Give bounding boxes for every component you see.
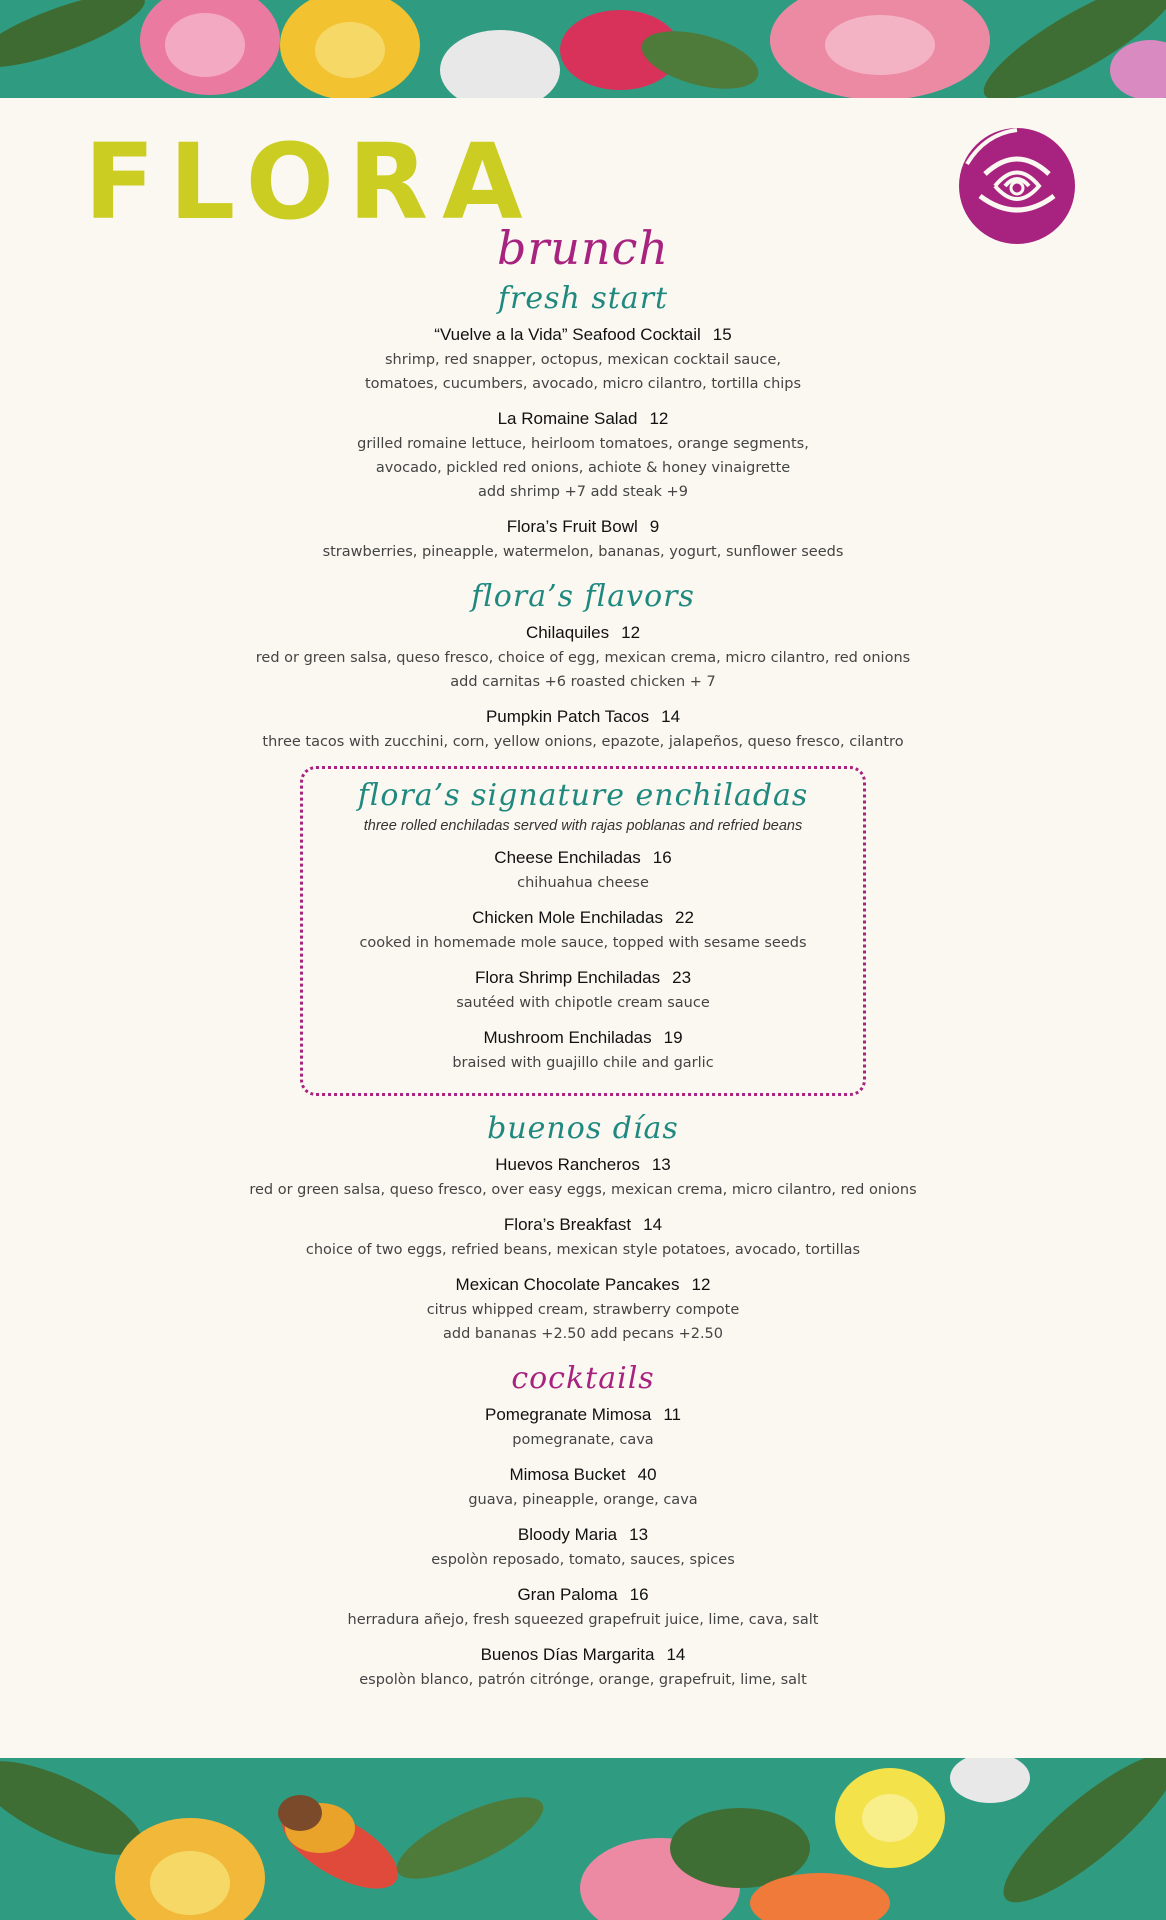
item-description: herradura añejo, fresh squeezed grapefruit juice, lime, cava, salt bbox=[347, 1612, 819, 1628]
section-title-fresh-start: fresh start bbox=[497, 281, 669, 316]
menu-item bbox=[0, 1642, 1166, 1692]
item-price: 23 bbox=[672, 968, 692, 987]
item-description: chihuahua cheese bbox=[517, 875, 649, 891]
item-description: sautéed with chipotle cream sauce bbox=[456, 995, 710, 1011]
item-price: 12 bbox=[621, 623, 641, 642]
item-name: Cheese Enchiladas bbox=[494, 848, 641, 867]
menu-content bbox=[0, 222, 1166, 1702]
item-description: pomegranate, cava bbox=[512, 1432, 654, 1448]
section-title-buenos-dias: buenos días bbox=[487, 1111, 679, 1146]
menu-item bbox=[303, 845, 863, 895]
menu-item bbox=[0, 514, 1166, 564]
item-description: shrimp, red snapper, octopus, mexican cocktail sauce, bbox=[384, 352, 781, 368]
bottom-floral-banner bbox=[0, 1758, 1166, 1920]
item-name: Gran Paloma bbox=[517, 1585, 618, 1604]
item-name: “Vuelve a la Vida” Seafood Cocktail bbox=[434, 325, 701, 344]
item-price: 15 bbox=[712, 325, 732, 344]
section-title-cocktails: cocktails bbox=[511, 1361, 655, 1396]
item-price: 13 bbox=[651, 1155, 671, 1174]
item-description: avocado, pickled red onions, achiote & honey vinaigrette bbox=[375, 460, 791, 476]
menu-item bbox=[0, 406, 1166, 504]
menu-item bbox=[0, 1522, 1166, 1572]
section-title-signature-enchiladas: flora’s signature enchiladas bbox=[357, 778, 809, 813]
item-description: citrus whipped cream, strawberry compote bbox=[426, 1302, 740, 1318]
item-name: La Romaine Salad bbox=[497, 409, 638, 428]
section-subtitle: three rolled enchiladas served with rajas poblanas and refried beans bbox=[363, 818, 803, 834]
item-price: 16 bbox=[629, 1585, 649, 1604]
item-price: 14 bbox=[666, 1645, 686, 1664]
menu-item bbox=[0, 1462, 1166, 1512]
item-price: 11 bbox=[663, 1405, 681, 1424]
item-price: 22 bbox=[674, 908, 694, 927]
menu-item bbox=[0, 1272, 1166, 1346]
item-name: Mexican Chocolate Pancakes bbox=[455, 1275, 680, 1294]
item-price: 19 bbox=[663, 1028, 683, 1047]
item-description: add shrimp +7 add steak +9 bbox=[478, 484, 688, 500]
item-price: 16 bbox=[652, 848, 672, 867]
item-description: tomatoes, cucumbers, avocado, micro cilantro, tortilla chips bbox=[364, 376, 802, 392]
item-description: strawberries, pineapple, watermelon, bananas, yogurt, sunflower seeds bbox=[322, 544, 844, 560]
top-floral-banner bbox=[0, 0, 1166, 98]
item-description: add bananas +2.50 add pecans +2.50 bbox=[442, 1326, 724, 1342]
item-description: cooked in homemade mole sauce, topped with sesame seeds bbox=[359, 935, 807, 951]
menu-item bbox=[0, 1212, 1166, 1262]
section-title-floras-flavors: flora’s flavors bbox=[471, 579, 695, 614]
item-name: Flora Shrimp Enchiladas bbox=[474, 968, 661, 987]
item-description: guava, pineapple, orange, cava bbox=[468, 1492, 698, 1508]
item-name: Bloody Maria bbox=[517, 1525, 618, 1544]
menu-item bbox=[0, 322, 1166, 396]
item-name: Mushroom Enchiladas bbox=[483, 1028, 652, 1047]
item-description: add carnitas +6 roasted chicken + 7 bbox=[450, 674, 716, 690]
menu-item bbox=[0, 704, 1166, 754]
item-description: braised with guajillo chile and garlic bbox=[452, 1055, 714, 1071]
menu-title: brunch bbox=[496, 221, 670, 275]
item-price: 13 bbox=[629, 1525, 649, 1544]
item-price: 12 bbox=[691, 1275, 711, 1294]
item-name: Pumpkin Patch Tacos bbox=[485, 707, 650, 726]
item-name: Huevos Rancheros bbox=[495, 1155, 640, 1174]
item-name: Flora’s Breakfast bbox=[503, 1215, 632, 1234]
menu-item bbox=[0, 1582, 1166, 1632]
item-description: choice of two eggs, refried beans, mexican style potatoes, avocado, tortillas bbox=[305, 1242, 861, 1258]
flora-logo: FLORA bbox=[84, 121, 537, 243]
menu-item bbox=[303, 1025, 863, 1075]
item-name: Pomegranate Mimosa bbox=[485, 1405, 652, 1424]
enchiladas-box bbox=[300, 766, 866, 1096]
item-price: 14 bbox=[661, 707, 681, 726]
menu-item bbox=[0, 1152, 1166, 1202]
item-name: Mimosa Bucket bbox=[509, 1465, 626, 1484]
item-description: espolòn blanco, patrón citrónge, orange, grapefruit, lime, salt bbox=[359, 1672, 807, 1688]
menu-item bbox=[0, 1402, 1166, 1452]
item-description: three tacos with zucchini, corn, yellow onions, epazote, jalapeños, queso fresco, cilantro bbox=[262, 734, 904, 750]
item-name: Flora’s Fruit Bowl bbox=[506, 517, 638, 536]
menu-item bbox=[303, 965, 863, 1015]
item-name: Buenos Días Margarita bbox=[480, 1645, 655, 1664]
item-description: espolòn reposado, tomato, sauces, spices bbox=[431, 1552, 735, 1568]
item-price: 12 bbox=[649, 409, 669, 428]
item-price: 9 bbox=[649, 517, 660, 536]
item-description: red or green salsa, queso fresco, over easy eggs, mexican crema, micro cilantro, red onions bbox=[249, 1182, 917, 1198]
menu-item bbox=[0, 620, 1166, 694]
item-description: red or green salsa, queso fresco, choice of egg, mexican crema, micro cilantro, red onions bbox=[255, 650, 911, 666]
menu-item bbox=[303, 905, 863, 955]
item-description: grilled romaine lettuce, heirloom tomatoes, orange segments, bbox=[357, 436, 809, 452]
item-price: 14 bbox=[643, 1215, 663, 1234]
item-name: Chilaquiles bbox=[525, 623, 610, 642]
item-price: 40 bbox=[637, 1465, 657, 1484]
item-name: Chicken Mole Enchiladas bbox=[472, 908, 663, 927]
